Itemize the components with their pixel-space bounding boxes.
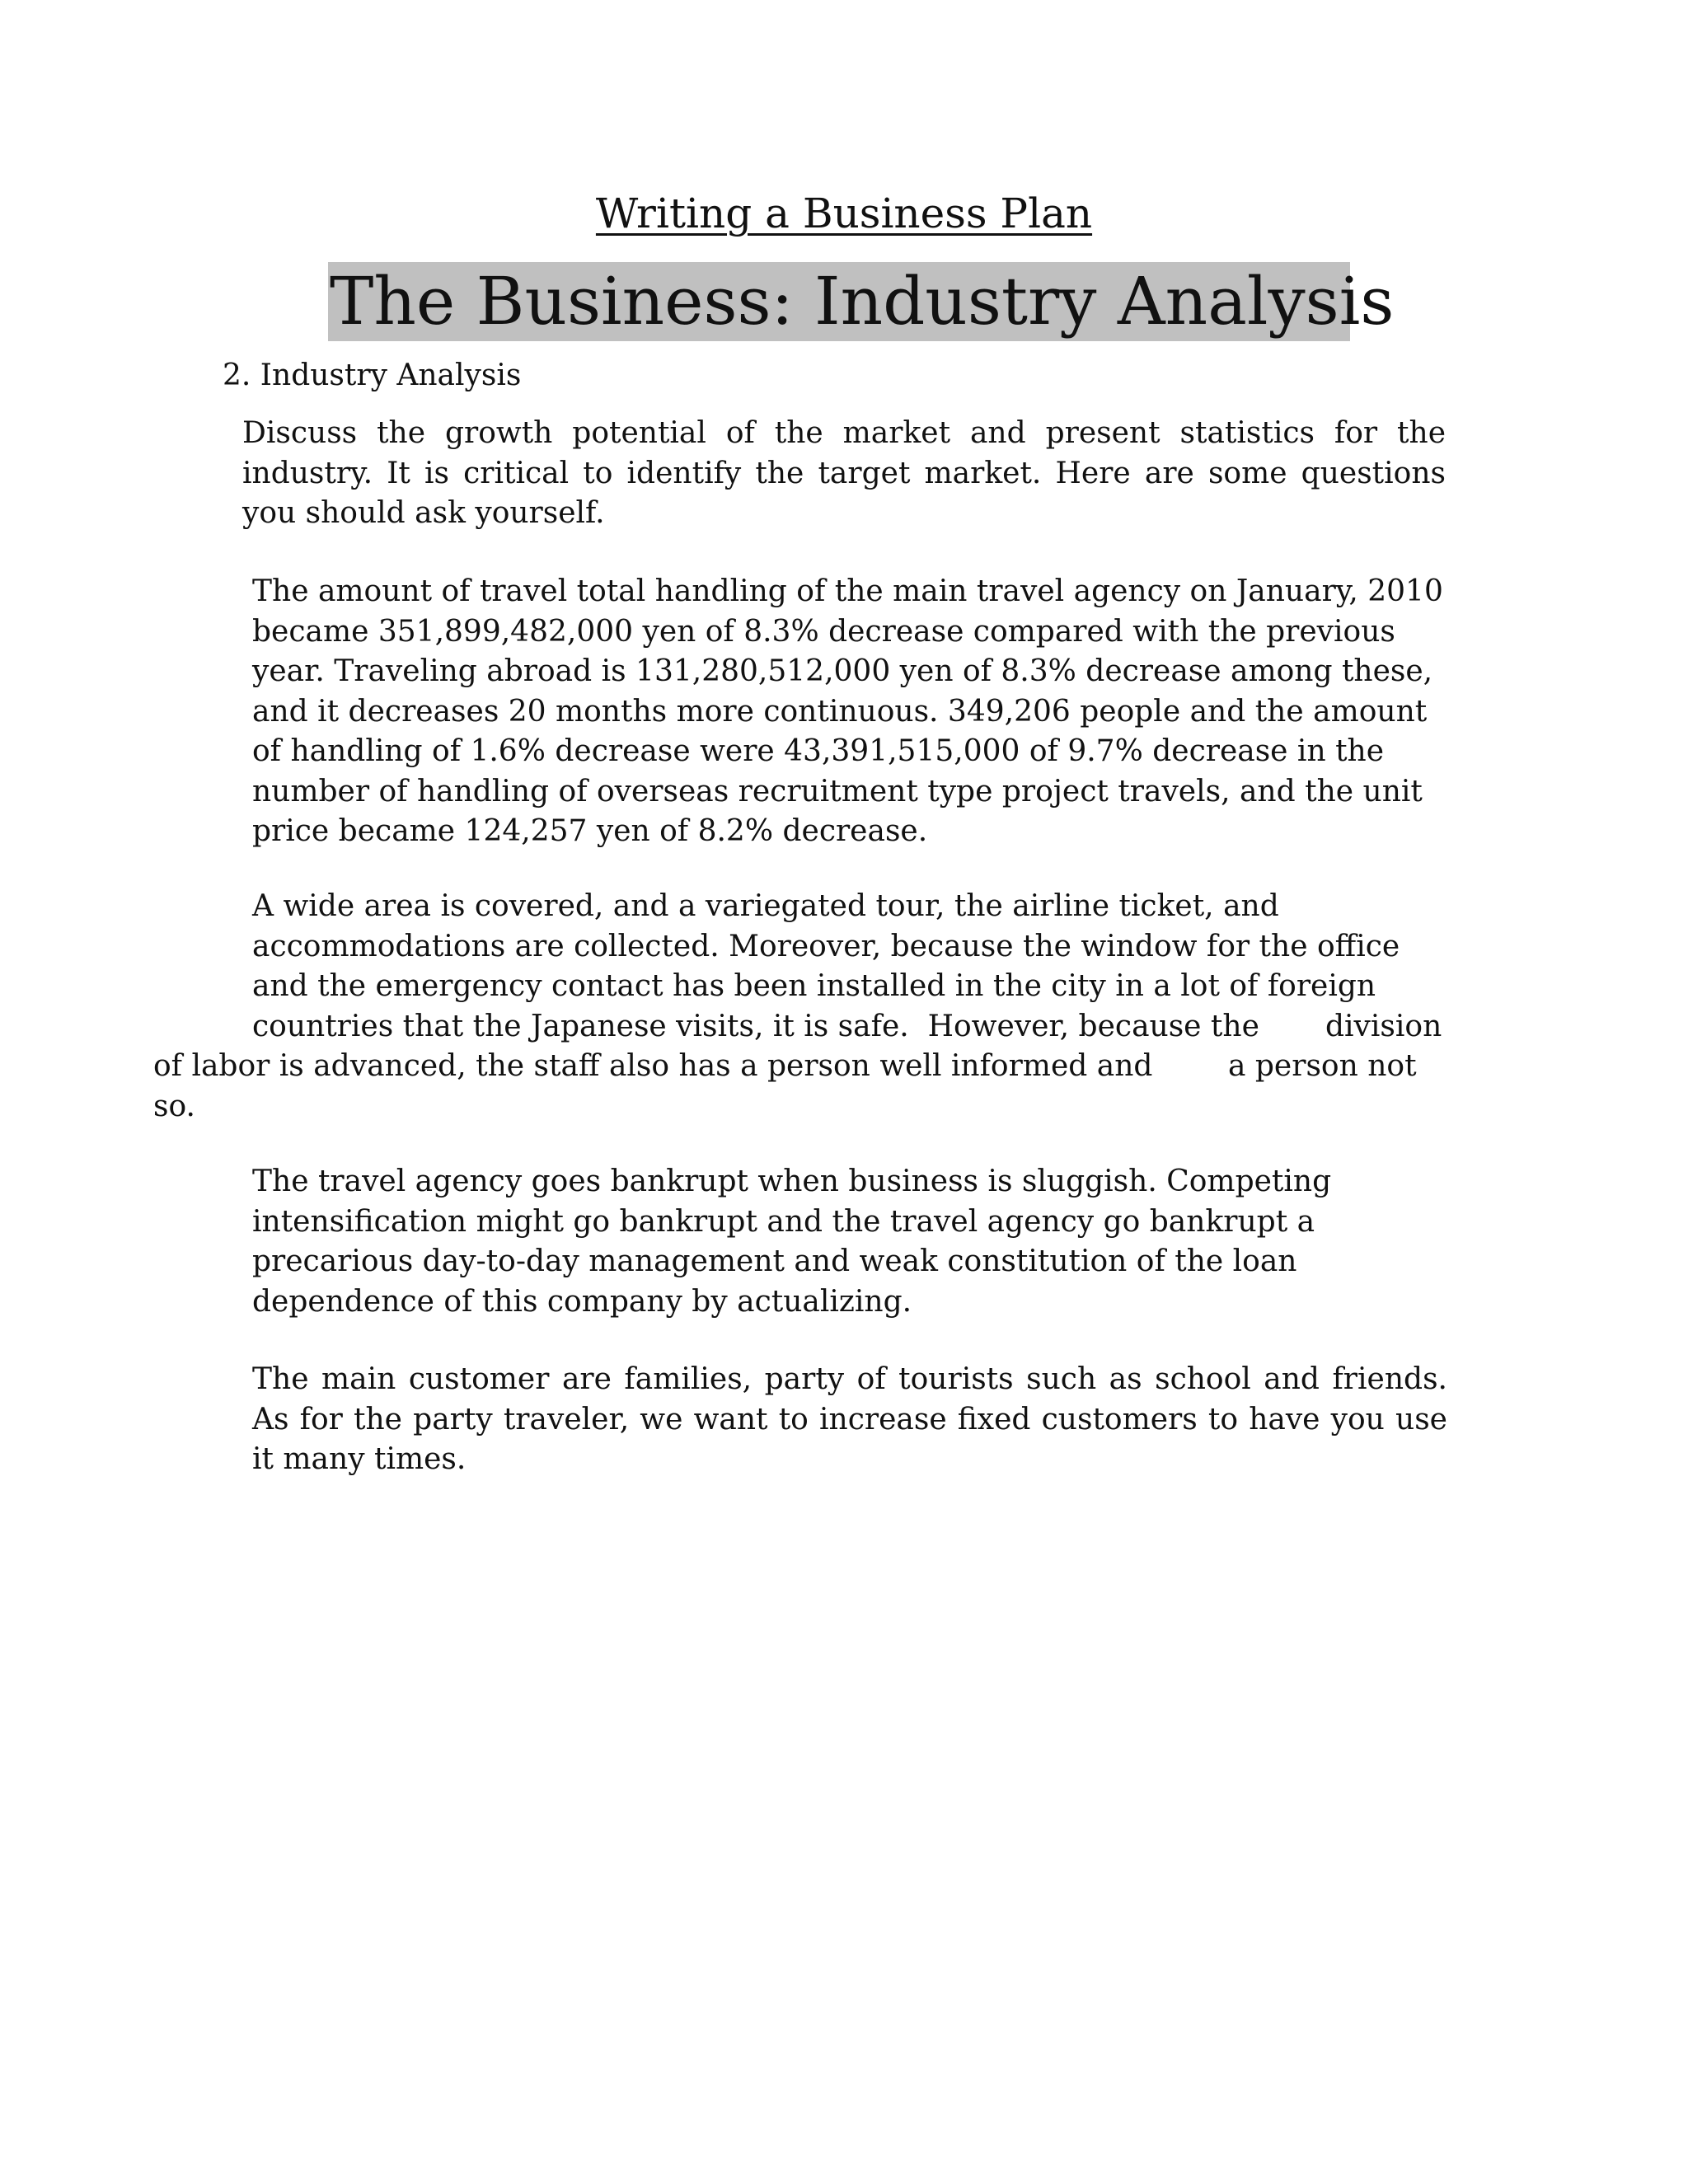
- coverage-line: and the emergency contact has been installed in the city in a lot of foreign: [252, 969, 1376, 1003]
- coverage-paragraph: [153, 887, 1447, 1127]
- section-title: The Business: Industry Analysis: [330, 263, 1395, 340]
- document-title: Writing a Business Plan: [595, 190, 1093, 237]
- section-title-highlight: [328, 262, 1395, 341]
- coverage-line: so.: [153, 1089, 195, 1123]
- coverage-line: A wide area is covered, and a variegated tour, the airline ticket, and: [252, 889, 1279, 923]
- statistics-paragraph: The amount of travel total handling of the main travel agency on January, 2010 became 351,899,482,000 yen of 8.3% decrease compared with the previous year. Traveling abroad is 131,280,512,000 yen of 8.3% decrease among these, and it decreases 20 months more continuous. 349,206 people and the amount of handling of 1.6% decrease were 43,391,515,000 of 9.7% decrease in the number of handling of overseas recruitment type project travels, and the unit price became 124,257 yen of 8.2% decrease.: [252, 574, 1443, 848]
- customer-paragraph: The main customer are families, party of tourists such as school and friends. As for the party traveler, we want to increase fixed customers to have you use it many times.: [252, 1362, 1447, 1476]
- coverage-line: accommodations are collected. Moreover, because the window for the office: [252, 929, 1400, 963]
- section-subheading: 2. Industry Analysis: [223, 359, 522, 392]
- coverage-line: of labor is advanced, the staff also has a person well informed and a person not: [153, 1049, 1417, 1083]
- risk-paragraph: The travel agency goes bankrupt when business is sluggish. Competing intensification might go bankrupt and the travel agency go bankrupt a precarious day-to-day management and weak constitution of the loan dependence of this company by actualizing.: [252, 1165, 1332, 1319]
- intro-paragraph: Discuss the growth potential of the market and present statistics for the industry. It is critical to identify the target market. Here are some questions you should ask yourself.: [242, 416, 1446, 530]
- coverage-line: countries that the Japanese visits, it is safe. However, because the division: [252, 1009, 1442, 1043]
